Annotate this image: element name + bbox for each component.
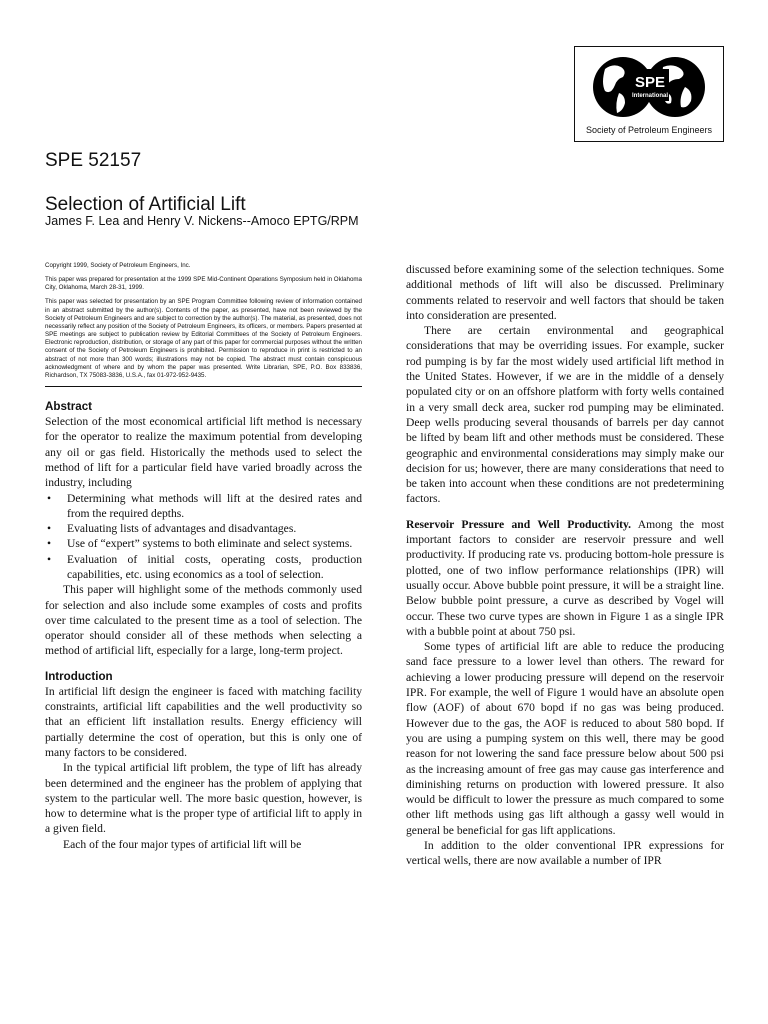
copyright-notice: Copyright 1999, Society of Petroleum Engineers, Inc. xyxy=(45,262,191,269)
review-notice: This paper was selected for presentation by an SPE Program Committee following review of information contained in an abstract submitted by the author(s). Contents of the paper, as presented, have not been reviewed by the Society of Petroleum Engineers and are subject to correction by the author(s). The material, as presented, does not necessarily reflect any position of the Society of Petroleum Engineers, its officers, or members. Papers presented at SPE meetings are subject to publication review by Editorial Committees of the Society of Petroleum Engineers. Electronic reproduction, distribution, or storage of any part of this paper for commercial purposes without the written consent of the Society of Petroleum Engineers is prohibited. Permission to reproduce in print is restricted to an abstract of not more than 300 words; illustrations may not be copied. The abstract must contain conspicuous acknowledgment of where and by whom the paper was presented. Write Librarian, SPE, P.O. Box 833836, Richardson, TX 75083-3836, U.S.A., fax 01-972-952-9435. xyxy=(45,298,362,379)
reservoir-text: Among the most important factors to consider are reservoir pressure and well productivity. If producing rate vs. producing bottom-hole pressure is plotted, one of two inflow performance relationships (IPR) will usually occur. Above bubble point pressure, it will be a straight line. Below bubble point pressure, a curve as described by Vogel will occur. These two curve types are shown in Figure 1 as a single IPR with a bubble point at about 750 psi. xyxy=(406,517,724,638)
right-column xyxy=(406,262,724,869)
body-paragraph: Some types of artificial lift are able to reduce the producing sand face pressure to a lower level than others. The reward for achieving a lower producing pressure will depend on the reservoir IPR. For example, the well of Figure 1 would have an absolute open flow (AOF) of about 670 bopd if no gas was being produced. However due to the gas, the AOF is reduced to about 580 bopd. If you are using a pumping system on this well, there may be good reason for not lowering the sand face pressure below about 500 psi as the increasing amount of free gas may cause gas interference and diminishing returns on production with lowered pressure. It also would be difficult to lower the pressure as much compared to some other lift methods using gas lift although a gassy well would in general be beneficial for gas lift applications. xyxy=(406,640,724,837)
introduction-paragraph: In the typical artificial lift problem, the type of lift has already been determined and the engineer has the problem of applying that system to the particular well. The more basic question, however, is how to determine what is the proper type of artificial lift to apply in a given field. xyxy=(45,761,362,836)
body-paragraph: In addition to the older conventional IPR expressions for vertical wells, there are now available a number of IPR xyxy=(406,838,724,868)
introduction-paragraph: In artificial lift design the engineer is faced with matching facility constraints, artificial lift capabilities and the well productivity so that an efficient lift installation results. Energy efficiency will partially determine the cost of operation, but this is only one of many factors to be considered. xyxy=(45,684,362,759)
bullet-icon: • xyxy=(47,552,52,566)
list-item: • Evaluation of initial costs, operating costs, production capabilities, etc. using economics as a tool of selection. xyxy=(47,552,362,581)
introduction-paragraph: Each of the four major types of artificial lift will be xyxy=(63,837,302,851)
list-item: • Use of “expert” systems to both eliminate and select systems. xyxy=(47,537,353,551)
abstract-heading: Abstract xyxy=(45,400,93,414)
left-column xyxy=(45,262,362,852)
continuation-paragraph: discussed before examining some of the selection techniques. Some additional methods of lift will also be discussed. Preliminary comments related to reservoir and well factors that should be taken into consideration are presented. xyxy=(406,263,724,322)
bullet-icon: • xyxy=(47,522,52,536)
logo-caption: Society of Petroleum Engineers xyxy=(585,125,713,135)
abstract-bullet-list xyxy=(45,491,362,583)
reservoir-paragraph xyxy=(406,517,724,639)
paper-number: SPE 52157 xyxy=(45,150,142,171)
presentation-notice: This paper was prepared for presentation at the 1999 SPE Mid-Continent Operations Symposium held in Oklahoma City, Oklahoma, March 28-31, 1999. xyxy=(45,276,362,292)
paper-authors: James F. Lea and Henry V. Nickens--Amoco EPTG/RPM xyxy=(45,214,359,228)
list-item: • Evaluating lists of advantages and disadvantages. xyxy=(47,522,297,536)
paper-title: Selection of Artificial Lift xyxy=(45,194,246,215)
bullet-icon: • xyxy=(47,537,52,551)
abstract-closing: This paper will highlight some of the methods commonly used for selection and also include some examples of costs and profits over time calculated to the present time as a tool of selection. The operator should consider all of these methods when selecting a method of artificial lift, especially for a large, long-term project. xyxy=(45,583,362,658)
environmental-paragraph: There are certain environmental and geographical considerations that may be overriding issues. For example, sucker rod pumping is by far the most widely used artificial lift method in the United States. However, if we are in the middle of a densely populated city or on an offshore platform with forty wells contained in a very small deck area, sucker rod pumping may be eliminated. Deep wells producing several thousands of barrels per day cannot be lifted by beam lift and other methods must be considered. These geographic and environmental considerations may simply make our decision for us; however, there are many considerations that need to be taken into account when these conditions are not predetermining factors. xyxy=(406,324,724,506)
svg-text:SPE: SPE xyxy=(634,74,666,91)
introduction-heading: Introduction xyxy=(45,669,113,683)
bullet-icon: • xyxy=(47,491,52,505)
notice-divider xyxy=(45,386,362,387)
svg-text:International: International xyxy=(631,93,669,99)
spe-logo xyxy=(574,46,724,142)
list-item: • Determining what methods will lift at the desired rates and from the required depths. xyxy=(47,491,362,520)
reservoir-heading: Reservoir Pressure and Well Productivity. xyxy=(406,517,632,531)
abstract-intro: Selection of the most economical artificial lift method is necessary for the operator to realize the maximum potential from developing any oil or gas field. Historically the methods used to select the method of lift for a particular field have varied broadly across the industry, including xyxy=(45,415,362,490)
